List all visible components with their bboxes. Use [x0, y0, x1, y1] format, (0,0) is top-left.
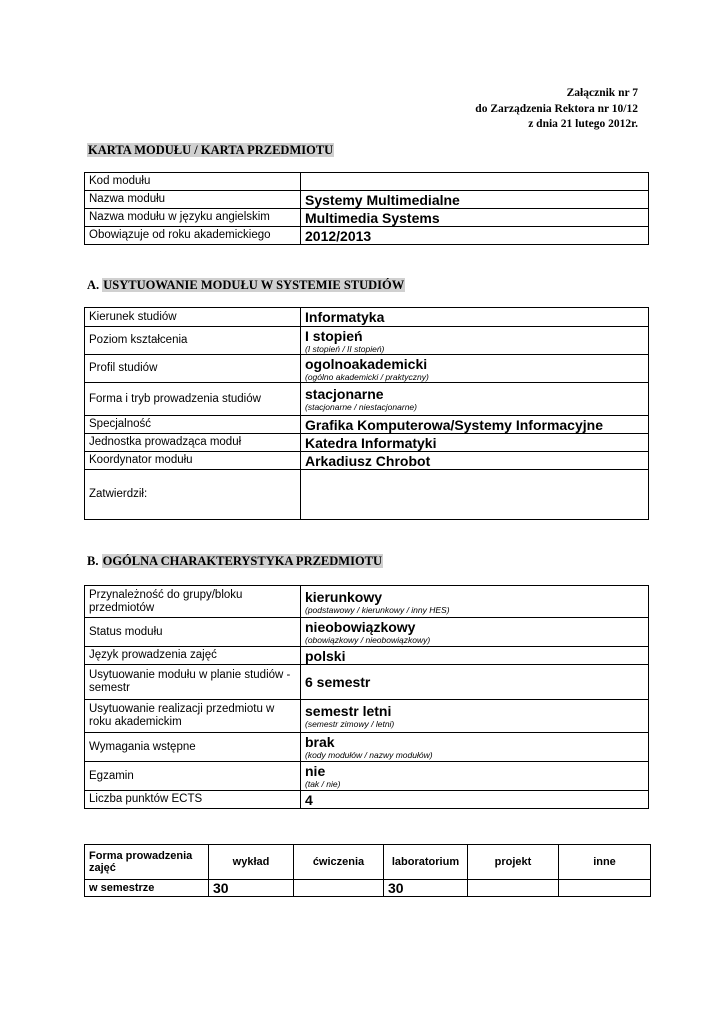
row-value-cell — [301, 327, 649, 355]
row-label: Język prowadzenia zajęć — [85, 647, 301, 665]
row-value-cell — [301, 383, 649, 416]
row-value: brak — [305, 734, 335, 750]
row-hint: (stacjonarne / niestacjonarne) — [305, 402, 417, 412]
table-row — [85, 173, 649, 191]
row-value-cell — [301, 470, 649, 520]
table-row — [85, 452, 649, 470]
row-hint: (tak / nie) — [305, 779, 341, 789]
row-value: nieobowiązkowy — [305, 619, 416, 635]
header-line-2: do Zarządzenia Rektora nr 10/12 — [475, 102, 638, 115]
row-value: Informatyka — [305, 309, 385, 325]
row-value: Katedra Informatyki — [305, 434, 437, 451]
table-row — [85, 791, 649, 809]
row-value: I stopień — [305, 327, 363, 344]
row-label: w semestrze — [85, 880, 209, 897]
section-b-prefix: B. — [87, 554, 99, 568]
row-value: ogolnoakademicki — [305, 355, 428, 372]
row-value-cell — [301, 452, 649, 470]
table-row — [85, 383, 649, 416]
row-value-cell — [301, 416, 649, 434]
karta-title — [87, 143, 334, 158]
row-label: Egzamin — [85, 762, 301, 791]
row-label: Usytuowanie modułu w planie studiów - semestr — [85, 665, 301, 700]
row-value — [301, 173, 649, 191]
table-row — [85, 647, 649, 665]
forms-table — [84, 844, 651, 897]
row-value: Systemy Multimedialne — [301, 191, 649, 209]
table-cell: 30 — [209, 880, 294, 897]
row-value-cell — [301, 647, 649, 665]
row-label: Koordynator modułu — [85, 452, 301, 470]
table-row — [85, 355, 649, 383]
table-row — [85, 700, 649, 733]
row-value: 6 semestr — [305, 674, 371, 690]
section-a-title-text: USYTUOWANIE MODUŁU W SYSTEMIE STUDIÓW — [103, 278, 405, 292]
row-value: 2012/2013 — [301, 227, 649, 245]
row-value-cell — [301, 586, 649, 618]
row-hint: (kody modułów / nazwy modułów) — [305, 750, 433, 760]
row-label: Specjalność — [85, 416, 301, 434]
module-table — [84, 172, 649, 245]
row-label: Obowiązuje od roku akademickiego — [85, 227, 301, 245]
column-header: projekt — [468, 845, 559, 880]
header-line-3: z dnia 21 lutego 2012r. — [528, 118, 638, 130]
table-cell — [559, 880, 651, 897]
row-hint: (semestr zimowy / letni) — [305, 719, 395, 729]
table-row — [85, 880, 651, 897]
row-hint: (I stopień / II stopień) — [305, 343, 385, 354]
row-value: polski — [305, 647, 346, 664]
corner-header: Forma prowadzenia zajęć — [85, 845, 209, 880]
karta-title-text: KARTA MODUŁU / KARTA PRZEDMIOTU — [88, 143, 334, 157]
row-value: Grafika Komputerowa/Systemy Informacyjne — [305, 416, 603, 433]
row-label: Nazwa modułu w języku angielskim — [85, 209, 301, 227]
document-header — [475, 86, 638, 133]
table-row — [85, 227, 649, 245]
row-value-cell — [301, 791, 649, 809]
section-a-prefix: A. — [87, 278, 100, 292]
table-row — [85, 416, 649, 434]
row-value: semestr letni — [305, 703, 392, 719]
row-value-cell — [301, 308, 649, 327]
row-label: Kierunek studiów — [85, 308, 301, 327]
row-value: Arkadiusz Chrobot — [305, 452, 431, 469]
table-cell: 30 — [384, 880, 468, 897]
row-value-cell — [301, 665, 649, 700]
row-label: Kod modułu — [85, 173, 301, 191]
section-b-title-text: OGÓLNA CHARAKTERYSTYKA PRZEDMIOTU — [102, 554, 383, 568]
table-row — [85, 209, 649, 227]
row-label: Poziom kształcenia — [85, 327, 301, 355]
row-label: Przynależność do grupy/bloku przedmiotów — [85, 586, 301, 618]
section-b-title — [87, 554, 383, 569]
row-label: Wymagania wstępne — [85, 733, 301, 762]
row-label: Profil studiów — [85, 355, 301, 383]
table-cell — [468, 880, 559, 897]
table-row — [85, 470, 649, 520]
row-value-cell — [301, 700, 649, 733]
column-header: inne — [559, 845, 651, 880]
table-row — [85, 586, 649, 618]
row-label: Liczba punktów ECTS — [85, 791, 301, 809]
table-row — [85, 618, 649, 647]
column-header: laboratorium — [384, 845, 468, 880]
row-value: 4 — [305, 791, 313, 808]
row-label: Zatwierdził: — [85, 470, 301, 520]
table-row — [85, 733, 649, 762]
row-label: Nazwa modułu — [85, 191, 301, 209]
column-header: wykład — [209, 845, 294, 880]
header-line-1: Załącznik nr 7 — [566, 87, 638, 99]
table-row — [85, 665, 649, 700]
row-hint: (ogólno akademicki / praktyczny) — [305, 371, 429, 382]
section-a-title — [87, 278, 405, 293]
table-row — [85, 191, 649, 209]
table-row — [85, 308, 649, 327]
section-b-table — [84, 585, 649, 809]
row-hint: (obowiązkowy / nieobowiązkowy) — [305, 635, 431, 645]
row-value: nie — [305, 763, 326, 779]
row-value-cell — [301, 355, 649, 383]
row-value: kierunkowy — [305, 588, 383, 605]
row-value-cell — [301, 762, 649, 791]
table-row — [85, 434, 649, 452]
row-value: stacjonarne — [305, 386, 384, 402]
row-value-cell — [301, 434, 649, 452]
row-value: Multimedia Systems — [301, 209, 649, 227]
table-header-row — [85, 845, 651, 880]
row-label: Status modułu — [85, 618, 301, 647]
row-label: Jednostka prowadząca moduł — [85, 434, 301, 452]
row-label: Usytuowanie realizacji przedmiotu w roku akademickim — [85, 700, 301, 733]
table-cell — [294, 880, 384, 897]
section-a-table — [84, 307, 649, 520]
row-hint: (podstawowy / kierunkowy / inny HES) — [305, 604, 450, 615]
row-value-cell — [301, 733, 649, 762]
table-row — [85, 762, 649, 791]
column-header: ćwiczenia — [294, 845, 384, 880]
row-value-cell — [301, 618, 649, 647]
row-label: Forma i tryb prowadzenia studiów — [85, 383, 301, 416]
table-row — [85, 327, 649, 355]
